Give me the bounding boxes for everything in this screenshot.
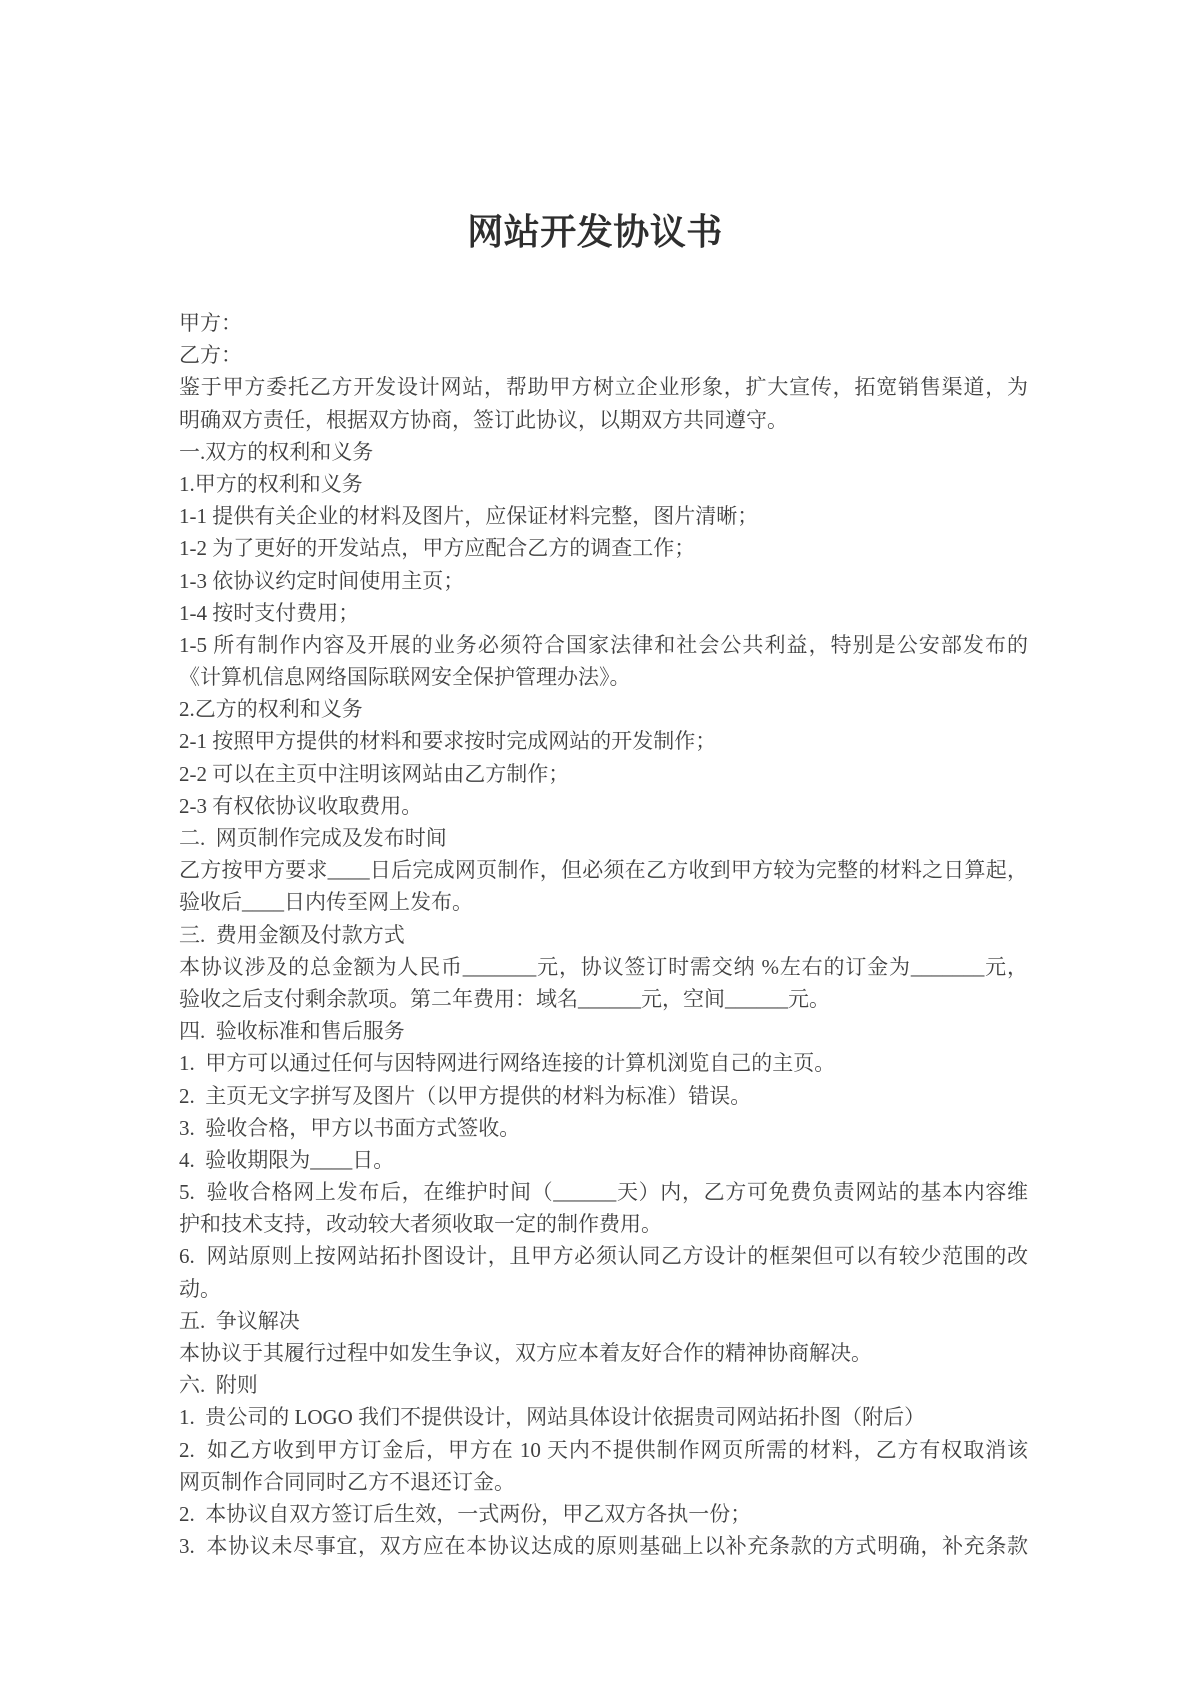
document-line: 甲方： bbox=[179, 311, 242, 335]
document-line: 3. 验收合格，甲方以书面方式签收。 bbox=[179, 1115, 521, 1140]
document-line: 网页制作合同同时乙方不退还订金。 bbox=[179, 1469, 515, 1494]
document-body bbox=[179, 307, 1028, 1562]
document-line: 验收之后支付剩余款项。第二年费用：域名______元，空间______元。 bbox=[179, 986, 830, 1011]
document-line: 二. 网页制作完成及发布时间 bbox=[179, 826, 447, 850]
document-line: 4. 验收期限为____日。 bbox=[179, 1147, 395, 1172]
document-line: 2.乙方的权利和义务 bbox=[179, 697, 363, 722]
document-line: 1. 贵公司的 LOGO 我们不提供设计，网站具体设计依据贵司网站拓扑图（附后） bbox=[179, 1405, 926, 1430]
document-line: 本协议于其履行过程中如发生争议，双方应本着友好合作的精神协商解决。 bbox=[179, 1341, 872, 1365]
document-line: 动。 bbox=[179, 1276, 221, 1301]
document-line: 五. 争议解决 bbox=[179, 1308, 300, 1333]
document-line: 6. 网站原则上按网站拓扑图设计，且甲方必须认同乙方设计的框架但可以有较少范围的改 bbox=[179, 1244, 1028, 1269]
document-line: 六. 附则 bbox=[179, 1373, 258, 1398]
document-line: 1-1 提供有关企业的材料及图片，应保证材料完整，图片清晰； bbox=[179, 504, 759, 529]
document-line: 1. 甲方可以通过任何与因特网进行网络连接的计算机浏览自己的主页。 bbox=[179, 1051, 836, 1076]
document-line: 护和技术支持，改动较大者须收取一定的制作费用。 bbox=[179, 1212, 662, 1237]
document-line: 验收后____日内传至网上发布。 bbox=[179, 890, 473, 915]
document-line: 1-3 依协议约定时间使用主页； bbox=[179, 568, 465, 593]
document-line: 《计算机信息网络国际联网安全保护管理办法》。 bbox=[179, 665, 631, 690]
document-line: 本协议涉及的总金额为人民币_______元，协议签订时需交纳 %左右的订金为_______元， bbox=[179, 954, 1028, 979]
document-line: 2-3 有权依协议收取费用。 bbox=[179, 793, 423, 818]
document-line: 2. 如乙方收到甲方订金后，甲方在 10 天内不提供制作网页所需的材料，乙方有权取消该 bbox=[179, 1437, 1028, 1462]
document-line: 1.甲方的权利和义务 bbox=[179, 471, 363, 496]
document-line: 5. 验收合格网上发布后，在维护时间（______天）内，乙方可免费负责网站的基本内容维 bbox=[179, 1180, 1028, 1205]
document-line: 一.双方的权利和义务 bbox=[179, 439, 374, 464]
document-line: 三. 费用金额及付款方式 bbox=[179, 922, 405, 947]
document-line: 2-1 按照甲方提供的材料和要求按时完成网站的开发制作； bbox=[179, 729, 717, 754]
document-line: 1-2 为了更好的开发站点，甲方应配合乙方的调查工作； bbox=[179, 536, 696, 561]
document-line: 3. 本协议未尽事宜，双方应在本协议达成的原则基础上以补充条款的方式明确，补充条款 bbox=[179, 1534, 1028, 1559]
document-line: 2. 主页无文字拼写及图片（以甲方提供的材料为标准）错误。 bbox=[179, 1083, 752, 1108]
document-line: 明确双方责任，根据双方协商，签订此协议，以期双方共同遵守。 bbox=[179, 407, 788, 432]
document-line: 1-4 按时支付费用； bbox=[179, 600, 360, 625]
document-line: 四. 验收标准和售后服务 bbox=[179, 1019, 405, 1044]
document-line: 鉴于甲方委托乙方开发设计网站，帮助甲方树立企业形象，扩大宣传，拓宽销售渠道，为 bbox=[179, 375, 1028, 400]
document-line: 1-5 所有制作内容及开展的业务必须符合国家法律和社会公共利益，特别是公安部发布的 bbox=[179, 632, 1028, 657]
document-line: 乙方： bbox=[179, 343, 242, 368]
document-line: 2. 本协议自双方签订后生效，一式两份，甲乙双方各执一份； bbox=[179, 1501, 752, 1526]
document-title: 网站开发协议书 bbox=[467, 212, 723, 252]
document-line: 2-2 可以在主页中注明该网站由乙方制作； bbox=[179, 761, 570, 786]
document-line: 乙方按甲方要求____日后完成网页制作，但必须在乙方收到甲方较为完整的材料之日算起， bbox=[179, 858, 1028, 883]
